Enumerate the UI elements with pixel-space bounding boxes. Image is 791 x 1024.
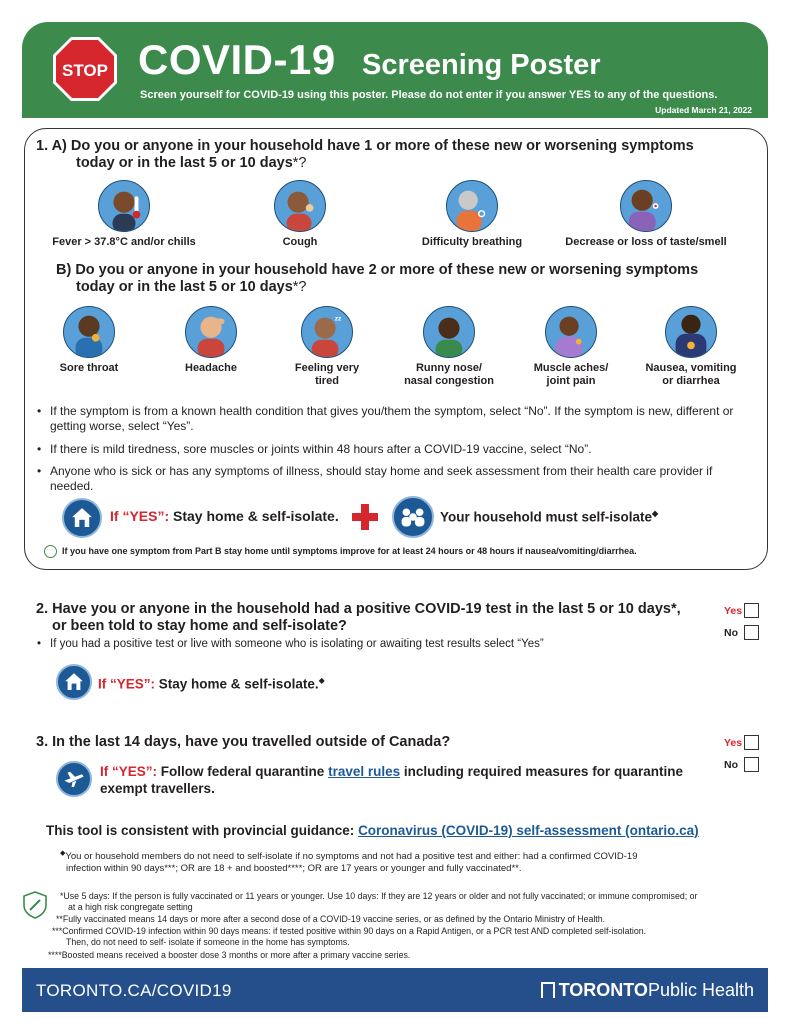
footnote-4: ****Boosted means received a booster dose 3 months or more after a primary vaccine series. xyxy=(48,950,411,960)
symptom-headache: Headache xyxy=(156,306,266,375)
header-banner xyxy=(22,22,768,118)
q2-yes-label: Yes xyxy=(724,605,743,617)
q3-yes-label: Yes xyxy=(724,737,743,749)
question-1a-line1: 1. A) Do you or anyone in your household have 1 or more of these new or worsening symptoms xyxy=(36,138,694,154)
q3-no-checkbox[interactable] xyxy=(744,757,759,772)
symptom-tired: zz Feeling very tired xyxy=(272,306,382,388)
footnote-diamond: ◆You or household members do not need to self-isolate if no symptoms and not had a positive test and either: had a confirmed COVID-19 infection within 90 days***; OR are 18 + and boosted****; OR are 17 years or younger and fully vaccinated**. xyxy=(60,850,638,875)
clock-icon xyxy=(44,545,57,558)
q2-no-label: No xyxy=(724,627,738,639)
part-b-note: If you have one symptom from Part B stay home until symptoms improve for at least 24 hours or 48 hours if nausea/vomiting/diarrhea. xyxy=(62,546,637,556)
symptom-cough: Cough xyxy=(220,180,380,249)
travel-rules-link[interactable]: travel rules xyxy=(328,764,401,779)
q2-action: If “YES”: Stay home & self-isolate.◆ xyxy=(98,676,325,692)
symptom-nausea: Nausea, vomiting or diarrhea xyxy=(636,306,746,388)
q2-no-checkbox[interactable] xyxy=(744,625,759,640)
bullet-sick: • Anyone who is sick or has any symptoms of illness, should stay home and seek assessment from their health care provider if needed. xyxy=(50,464,750,494)
guidance-line: This tool is consistent with provincial guidance: Coronavirus (COVID-19) self-assessment (ontario.ca) xyxy=(46,823,699,838)
footnote-3: ***Confirmed COVID-19 infection within 90 days means: if tested positive within 90 days on a Rapid Antigen, or a PCR test AND completed self-isolation. Then, do not need to self- isolate if someone in the home has symptoms. xyxy=(52,926,647,947)
symptom-loss-of-taste: Decrease or loss of taste/smell xyxy=(556,180,736,249)
action-household: Your household must self-isolate◆ xyxy=(440,509,659,525)
airplane-icon xyxy=(56,761,92,797)
poster-description: Screen yourself for COVID-19 using this poster. Please do not enter if you answer YES to any of the questions. xyxy=(140,89,718,101)
question-1b-line2: today or in the last 5 or 10 days*? xyxy=(76,279,307,295)
symptom-difficulty-breathing: Difficulty breathing xyxy=(392,180,552,249)
plus-icon xyxy=(352,504,378,530)
symptom-sore-throat: Sore throat xyxy=(34,306,144,375)
muscle-aches-icon xyxy=(545,306,597,358)
question-1a-line2: today or in the last 5 or 10 days*? xyxy=(76,155,307,171)
home-icon xyxy=(62,498,102,538)
question-3: 3. In the last 14 days, have you travelled outside of Canada? xyxy=(36,734,451,750)
question-2-line2: or been told to stay home and self-isolate? xyxy=(52,618,347,634)
updated-date: Updated March 21, 2022 xyxy=(655,105,752,115)
headache-icon xyxy=(185,306,237,358)
q2-yes-checkbox[interactable] xyxy=(744,603,759,618)
tired-icon xyxy=(301,306,353,358)
symptom-fever: Fever > 37.8°C and/or chills xyxy=(44,180,204,249)
q3-no-label: No xyxy=(724,759,738,771)
city-hall-icon xyxy=(541,982,555,998)
runny-nose-icon xyxy=(423,306,475,358)
bullet-known-condition: • If the symptom is from a known health condition that gives you/them the symptom, select “No”. If the symptom is new, different or getting worse, select “Yes”. xyxy=(50,404,750,434)
symptom-muscle-aches: Muscle aches/ joint pain xyxy=(516,306,626,388)
breathing-icon xyxy=(446,180,498,232)
household-icon xyxy=(392,496,434,538)
poster-title: COVID-19 xyxy=(138,36,336,83)
stop-label: STOP xyxy=(62,61,108,80)
footer-url[interactable]: TORONTO.CA/COVID19 xyxy=(36,981,232,1000)
bullet-vaccine: • If there is mild tiredness, sore muscles or joints within 48 hours after a COVID-19 vaccine, select “No”. xyxy=(50,442,750,457)
footer-bar xyxy=(22,968,768,1012)
sore-throat-icon xyxy=(63,306,115,358)
poster-subtitle: Screening Poster xyxy=(362,49,601,81)
footnote-1: *Use 5 days: If the person is fully vaccinated or 11 years or younger. Use 10 days: If they are 12 years or older and not fully vaccinated; or immune compromised; or at a high risk congregate setting xyxy=(60,891,698,912)
nausea-icon xyxy=(665,306,717,358)
footnote-2: **Fully vaccinated means 14 days or more after a second dose of a COVID-19 vaccine series, or as defined by the Ontario Ministry of Health. xyxy=(56,914,606,924)
q3-action: If “YES”: Follow federal quarantine travel rules including required measures for quarantine exempt travellers. xyxy=(100,764,683,796)
taste-loss-icon xyxy=(620,180,672,232)
fever-icon xyxy=(98,180,150,232)
vaccine-shield-icon xyxy=(22,891,48,919)
question-2-line1: 2. Have you or anyone in the household had a positive COVID-19 test in the last 5 or 10 days*, xyxy=(36,601,681,617)
symptom-runny-nose: Runny nose/ nasal congestion xyxy=(394,306,504,388)
stop-sign-icon xyxy=(52,36,118,102)
self-assessment-link[interactable]: Coronavirus (COVID-19) self-assessment (ontario.ca) xyxy=(358,823,699,838)
q3-yes-checkbox[interactable] xyxy=(744,735,759,750)
action-stay-home: If “YES”: Stay home & self-isolate. xyxy=(110,508,339,524)
svg-text:zz: zz xyxy=(334,315,342,323)
q2-bullet: • If you had a positive test or live with someone who is isolating or awaiting test results select “Yes” xyxy=(50,637,750,652)
cough-icon xyxy=(274,180,326,232)
question-1b-line1: B) Do you or anyone in your household have 2 or more of these new or worsening symptoms xyxy=(56,262,699,278)
home-icon-2 xyxy=(56,664,92,700)
toronto-public-health-logo: TORONTOPublic Health xyxy=(541,980,754,1001)
